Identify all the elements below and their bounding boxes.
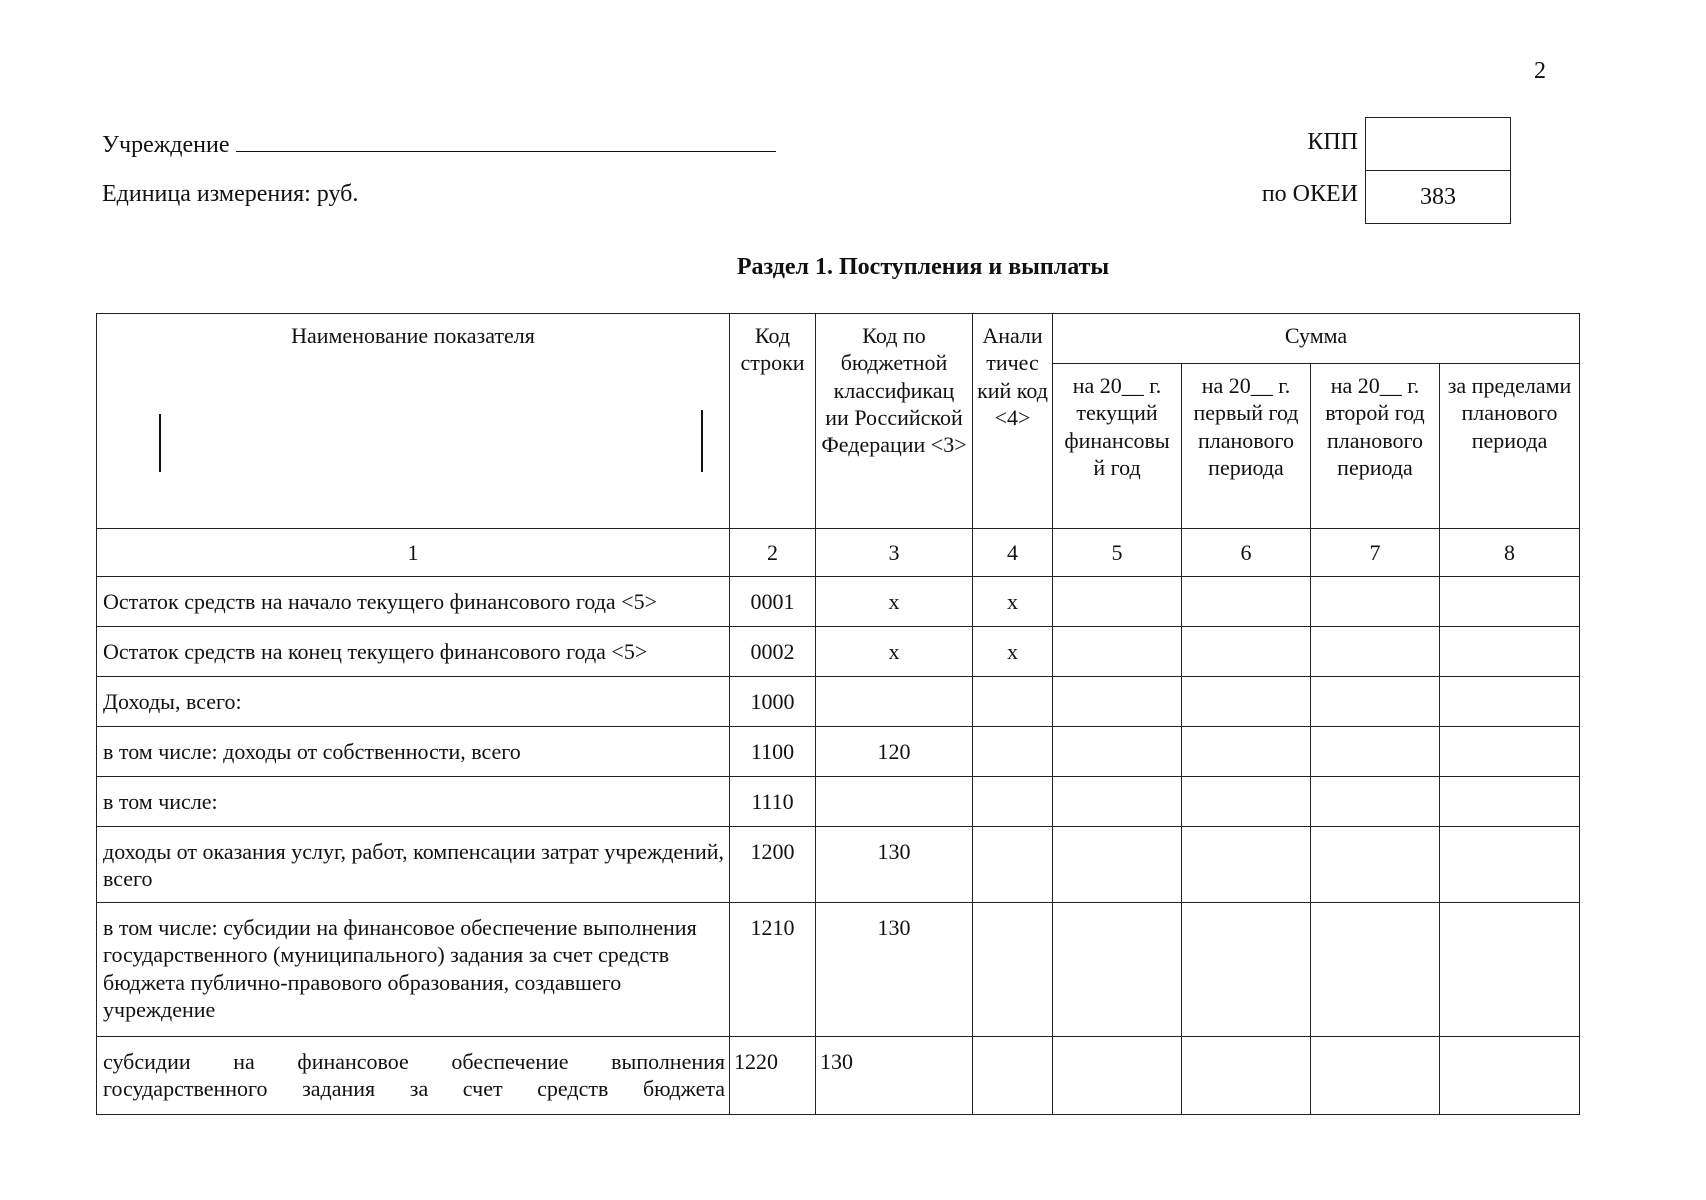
section-title: Раздел 1. Поступления и выплаты xyxy=(736,254,1110,280)
row-name: субсидии на финансовое обеспечение выполнения государственного задания за счет средств бюджета xyxy=(97,1037,730,1115)
table-row xyxy=(97,727,1580,777)
institution-label: Учреждение xyxy=(102,132,230,158)
column-number: 3 xyxy=(816,529,973,577)
sum-cell xyxy=(1053,577,1182,627)
table-row xyxy=(97,1037,1580,1115)
row-budget-code: x xyxy=(816,627,973,677)
sum-cell xyxy=(1440,1037,1580,1115)
row-name: в том числе: xyxy=(97,777,730,827)
table-row xyxy=(97,777,1580,827)
sum-cell xyxy=(1440,677,1580,727)
scan-mark xyxy=(701,410,703,472)
sum-cell xyxy=(1440,577,1580,627)
row-analytic-code xyxy=(973,903,1053,1037)
income-expense-table xyxy=(96,313,1580,1115)
sum-cell xyxy=(1440,827,1580,903)
header-analytic-code: Анали тичес кий код <4> xyxy=(973,314,1053,529)
institution-line xyxy=(102,129,776,159)
header-sum: Сумма xyxy=(1053,314,1580,364)
row-name: в том числе: субсидии на финансовое обеспечение выполнения государственного (муниципального) задания за счет средств бюджета публично-правового образования, создавшего учреждение xyxy=(97,903,730,1037)
header-beyond-plan: за пределами планового периода xyxy=(1440,364,1580,529)
sum-cell xyxy=(1053,677,1182,727)
row-analytic-code xyxy=(973,727,1053,777)
sum-cell xyxy=(1053,827,1182,903)
row-analytic-code xyxy=(973,677,1053,727)
row-budget-code: 130 xyxy=(816,1037,973,1115)
row-budget-code: 130 xyxy=(816,827,973,903)
row-code: 1220 xyxy=(730,1037,816,1115)
row-code: 1210 xyxy=(730,903,816,1037)
sum-cell xyxy=(1311,727,1440,777)
row-name: Остаток средств на конец текущего финансового года <5> xyxy=(97,627,730,677)
sum-cell xyxy=(1440,727,1580,777)
header-first-plan-year: на 20__ г. первый год планового периода xyxy=(1182,364,1311,529)
column-number: 5 xyxy=(1053,529,1182,577)
row-code: 1200 xyxy=(730,827,816,903)
header-name: Наименование показателя xyxy=(97,314,730,529)
column-number: 7 xyxy=(1311,529,1440,577)
sum-cell xyxy=(1311,1037,1440,1115)
table-row xyxy=(97,627,1580,677)
column-number: 1 xyxy=(97,529,730,577)
scan-mark xyxy=(159,414,161,472)
sum-cell xyxy=(1182,903,1311,1037)
row-budget-code xyxy=(816,777,973,827)
row-name: Доходы, всего: xyxy=(97,677,730,727)
sum-cell xyxy=(1311,677,1440,727)
row-budget-code xyxy=(816,677,973,727)
row-code: 0001 xyxy=(730,577,816,627)
row-analytic-code xyxy=(973,827,1053,903)
sum-cell xyxy=(1311,577,1440,627)
row-analytic-code xyxy=(973,777,1053,827)
sum-cell xyxy=(1053,777,1182,827)
unit-line: Единица измерения: руб. xyxy=(102,181,359,207)
column-number: 4 xyxy=(973,529,1053,577)
kpp-label: КПП xyxy=(1307,129,1358,155)
row-budget-code: x xyxy=(816,577,973,627)
sum-cell xyxy=(1182,1037,1311,1115)
row-budget-code: 130 xyxy=(816,903,973,1037)
row-code: 1000 xyxy=(730,677,816,727)
row-name: доходы от оказания услуг, работ, компенсации затрат учреждений, всего xyxy=(97,827,730,903)
okei-label: по ОКЕИ xyxy=(1261,181,1358,207)
header-row-code: Код строки xyxy=(730,314,816,529)
row-analytic-code: x xyxy=(973,577,1053,627)
sum-cell xyxy=(1440,903,1580,1037)
institution-blank xyxy=(236,129,776,152)
column-number: 2 xyxy=(730,529,816,577)
row-code: 0002 xyxy=(730,627,816,677)
row-code: 1110 xyxy=(730,777,816,827)
sum-cell xyxy=(1311,627,1440,677)
kpp-value xyxy=(1366,118,1510,170)
sum-cell xyxy=(1182,727,1311,777)
column-number: 6 xyxy=(1182,529,1311,577)
sum-cell xyxy=(1311,777,1440,827)
header-budget-code: Код по бюджетной классификац ии Российской Федерации <3> xyxy=(816,314,973,529)
sum-cell xyxy=(1311,827,1440,903)
sum-cell xyxy=(1053,727,1182,777)
row-budget-code: 120 xyxy=(816,727,973,777)
row-analytic-code: x xyxy=(973,627,1053,677)
row-analytic-code xyxy=(973,1037,1053,1115)
codes-box xyxy=(1365,117,1511,224)
sum-cell xyxy=(1053,1037,1182,1115)
sum-cell xyxy=(1182,577,1311,627)
sum-cell xyxy=(1053,627,1182,677)
header-second-plan-year: на 20__ г. второй год планового периода xyxy=(1311,364,1440,529)
sum-cell xyxy=(1182,827,1311,903)
table-row xyxy=(97,827,1580,903)
sum-cell xyxy=(1311,903,1440,1037)
column-number: 8 xyxy=(1440,529,1580,577)
column-number-row xyxy=(97,529,1580,577)
row-name: в том числе: доходы от собственности, всего xyxy=(97,727,730,777)
okei-value: 383 xyxy=(1366,170,1510,223)
row-name: Остаток средств на начало текущего финансового года <5> xyxy=(97,577,730,627)
row-code: 1100 xyxy=(730,727,816,777)
sum-cell xyxy=(1182,777,1311,827)
sum-cell xyxy=(1182,677,1311,727)
table-row xyxy=(97,577,1580,627)
table-row xyxy=(97,677,1580,727)
sum-cell xyxy=(1440,777,1580,827)
sum-cell xyxy=(1440,627,1580,677)
sum-cell xyxy=(1182,627,1311,677)
table-row xyxy=(97,903,1580,1037)
page-number: 2 xyxy=(1534,58,1546,84)
header-current-year: на 20__ г. текущий финансовы й год xyxy=(1053,364,1182,529)
sum-cell xyxy=(1053,903,1182,1037)
